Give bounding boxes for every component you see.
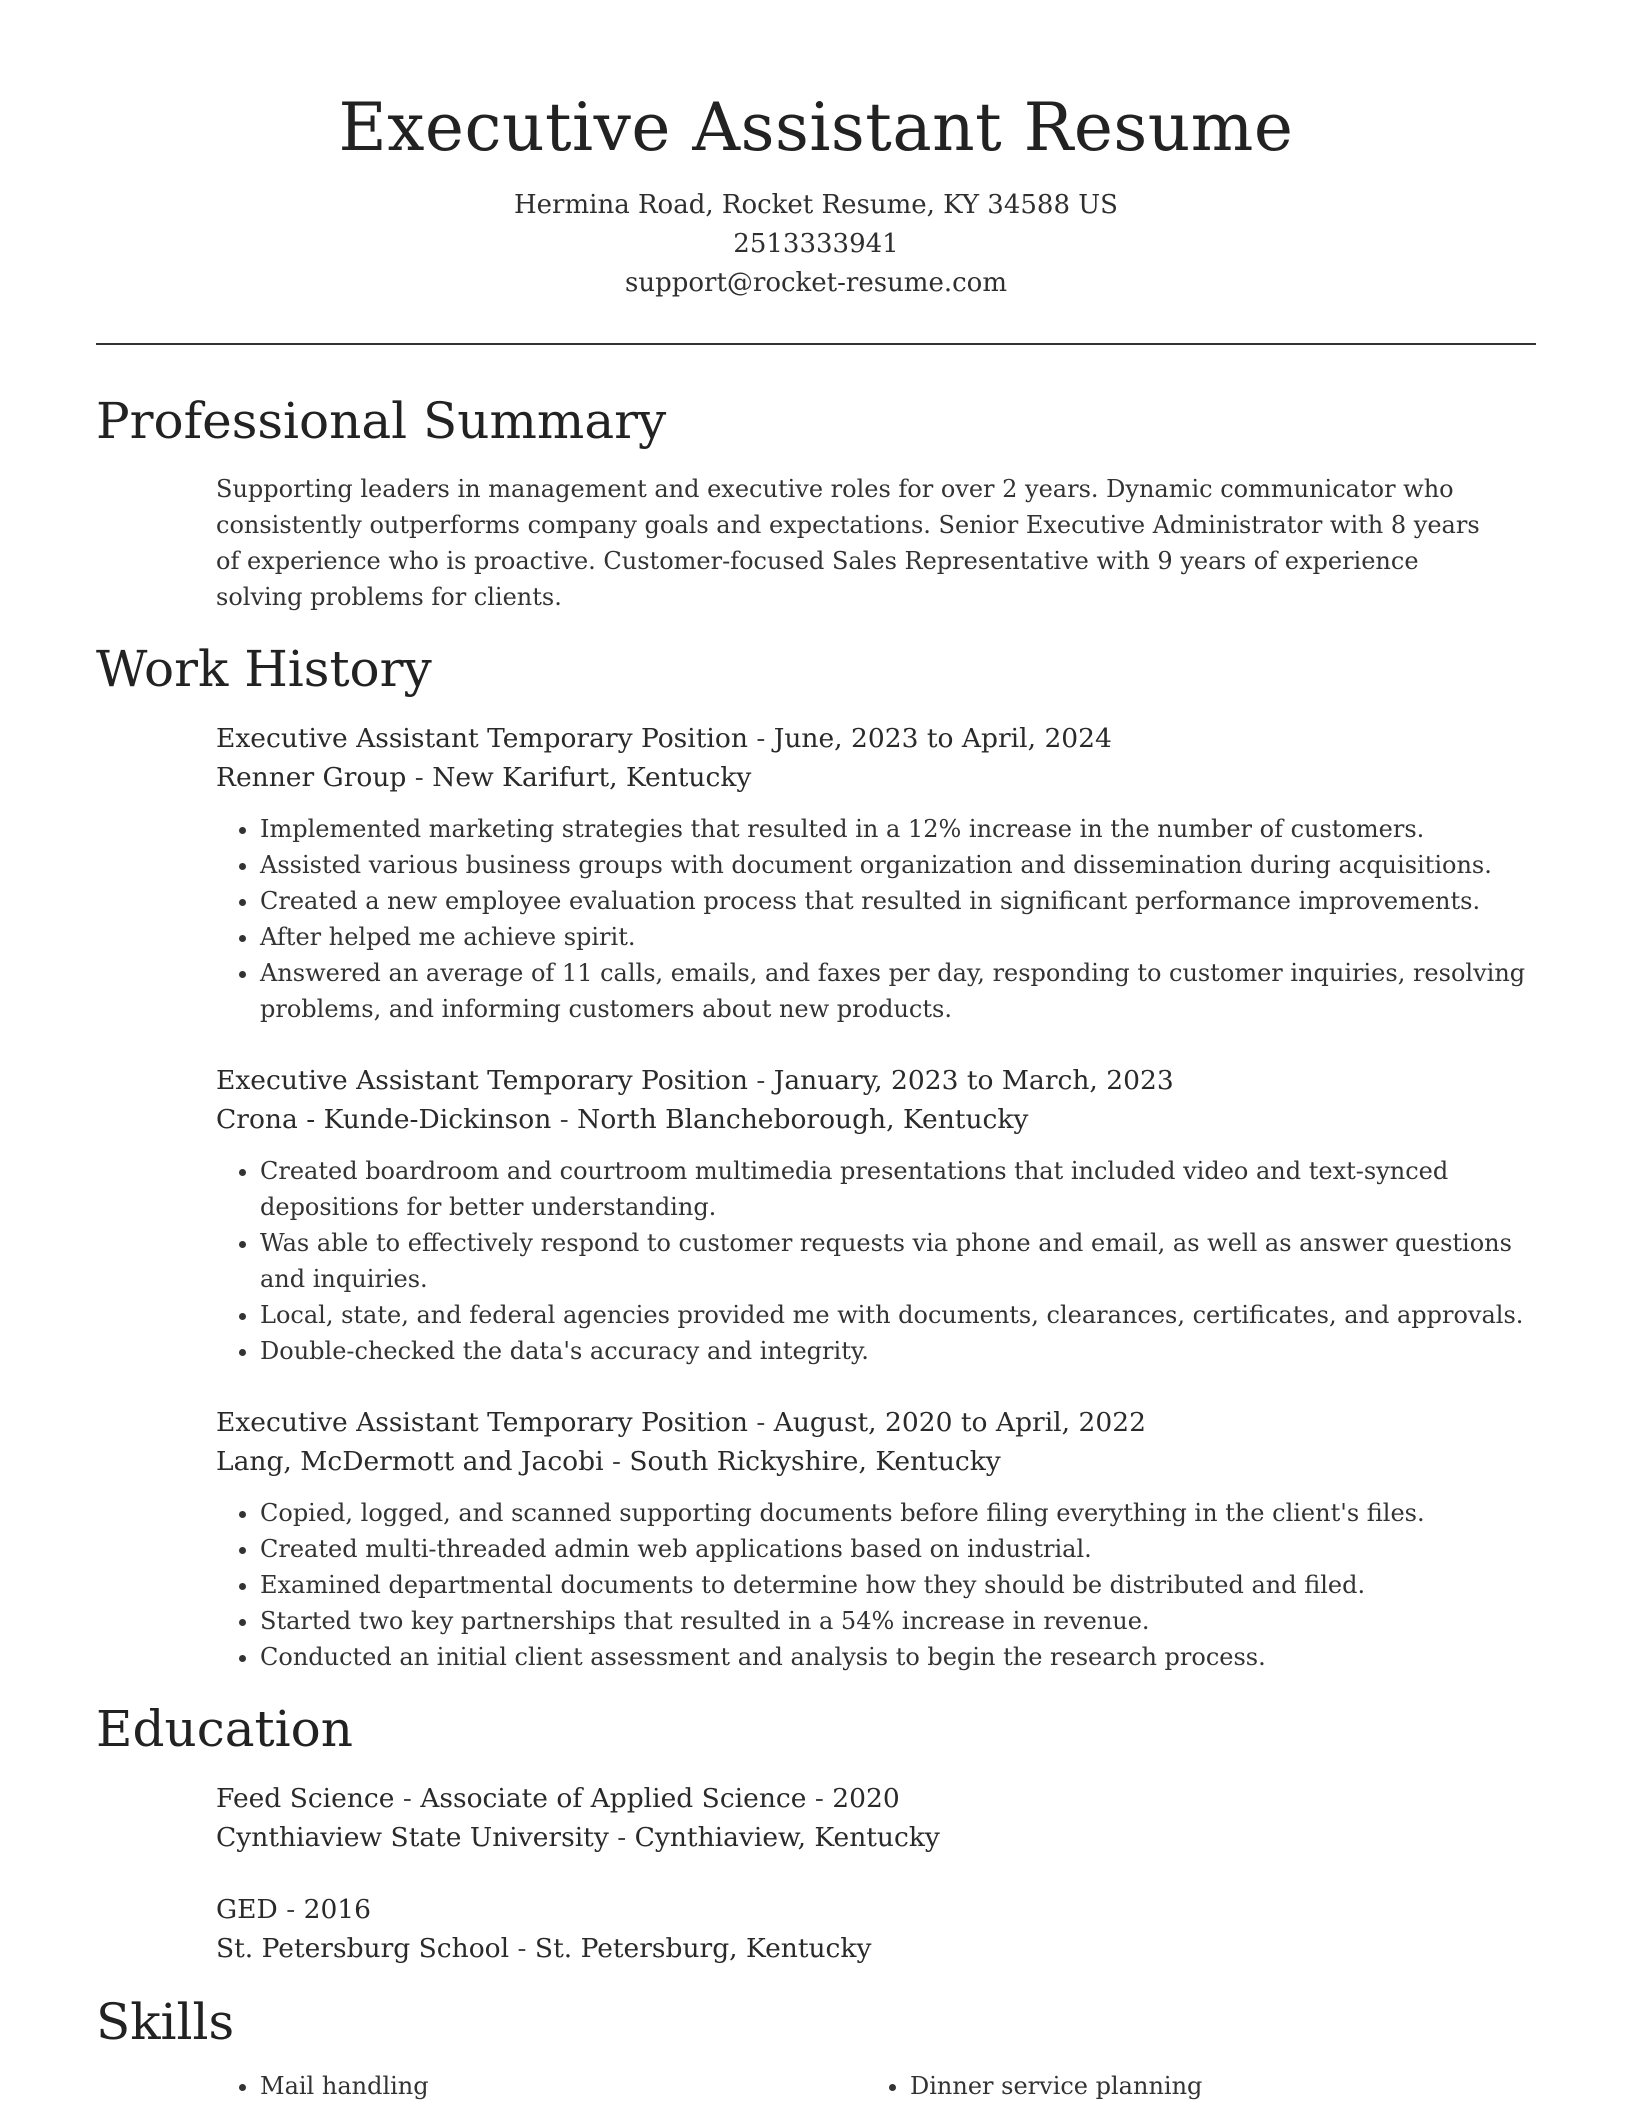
- work-history-heading: Work History: [96, 640, 432, 698]
- list-item: • Conducted an initial client assessment and analysis to begin the research process.: [260, 1639, 1536, 1675]
- job-location: New Karifurt, Kentucky: [432, 762, 752, 793]
- separator: -: [747, 723, 774, 754]
- contact-email: support@rocket-resume.com: [624, 268, 1007, 298]
- education-heading: Education: [96, 1700, 353, 1758]
- contact-address: Hermina Road, Rocket Resume, KY 34588 US: [514, 190, 1118, 220]
- job-company: Renner Group: [216, 762, 407, 793]
- list-item: • After helped me achieve spirit.: [260, 919, 1536, 955]
- contact-phone: 2513333941: [733, 229, 899, 259]
- job-title-line: [216, 1403, 1536, 1442]
- work-history-section: [96, 637, 1536, 1675]
- degree-line: [216, 1779, 1536, 1818]
- job-company-line: [216, 1442, 1536, 1481]
- list-item: • Started two key partnerships that resulted in a 54% increase in revenue.: [260, 1603, 1536, 1639]
- list-item: • Double-checked the data's accuracy and integrity.: [260, 1333, 1536, 1369]
- job-company: Lang, McDermott and Jacobi: [216, 1446, 604, 1477]
- separator: -: [747, 1065, 774, 1096]
- summary-text: Supporting leaders in management and executive roles for over 2 years. Dynamic communicator who consistently outperforms company goals and expectations. Senior Executive Administrator with 8 years of experience who is proactive. Customer-focused Sales Representative with 9 years of experience solving problems for clients.: [216, 475, 1480, 611]
- job-dates: June, 2023 to April, 2024: [773, 723, 1112, 754]
- separator: -: [406, 762, 433, 793]
- degree-year: 2020: [832, 1783, 900, 1814]
- school-location: St. Petersburg, Kentucky: [534, 1933, 872, 1964]
- summary-heading: Professional Summary: [96, 392, 667, 450]
- separator: -: [509, 1933, 535, 1964]
- degree-name: GED: [216, 1894, 278, 1925]
- school-line: [216, 1818, 1536, 1857]
- job-title-line: [216, 1061, 1536, 1100]
- list-item: • Copied, logged, and scanned supporting documents before filing everything in the client's files.: [260, 1495, 1536, 1531]
- education-entry: [216, 1890, 1536, 1968]
- job-location: South Rickyshire, Kentucky: [629, 1446, 1001, 1477]
- contact-block: [96, 186, 1536, 303]
- degree-name: Associate of Applied Science: [420, 1783, 807, 1814]
- list-item: • Created multi-threaded admin web applications based on industrial.: [260, 1531, 1536, 1567]
- job-entry: [216, 1403, 1536, 1675]
- list-item: • Created boardroom and courtroom multimedia presentations that included video and text-synced depositions for better understanding.: [260, 1153, 1536, 1225]
- job-title-line: [216, 719, 1536, 758]
- education-entry: [216, 1779, 1536, 1857]
- skills-section: [96, 1990, 1536, 2104]
- job-entry: [216, 1061, 1536, 1369]
- school-name: St. Petersburg School: [216, 1933, 510, 1964]
- job-location: North Blancheborough, Kentucky: [577, 1104, 1029, 1135]
- list-item: • Was able to effectively respond to customer requests via phone and email, as well as answer questions and inquiries.: [260, 1225, 1536, 1297]
- job-dates: August, 2020 to April, 2022: [773, 1407, 1146, 1438]
- job-title: Executive Assistant Temporary Position: [216, 1065, 748, 1096]
- skill-item: • Mail handling: [260, 2068, 866, 2104]
- resume-header: [96, 0, 1536, 303]
- separator: -: [394, 1783, 421, 1814]
- job-bullets: [216, 1153, 1536, 1369]
- skills-list-left: [216, 2068, 866, 2104]
- skills-heading: Skills: [96, 1993, 235, 2051]
- skill-item: • Dinner service planning: [910, 2068, 1466, 2104]
- job-company: Crona - Kunde-Dickinson: [216, 1104, 552, 1135]
- separator: -: [277, 1894, 304, 1925]
- school-line: [216, 1929, 1536, 1968]
- separator: -: [806, 1783, 833, 1814]
- separator: -: [747, 1407, 774, 1438]
- skills-grid: [216, 2068, 1536, 2104]
- separator: -: [603, 1446, 630, 1477]
- list-item: • Created a new employee evaluation process that resulted in significant performance improvements.: [260, 883, 1536, 919]
- separator: -: [608, 1822, 635, 1853]
- school-name: Cynthiaview State University: [216, 1822, 609, 1853]
- job-title: Executive Assistant Temporary Position: [216, 1407, 748, 1438]
- list-item: • Examined departmental documents to determine how they should be distributed and filed.: [260, 1567, 1536, 1603]
- skills-list-right: [866, 2068, 1466, 2104]
- header-divider: [96, 343, 1536, 345]
- list-item: • Implemented marketing strategies that resulted in a 12% increase in the number of customers.: [260, 811, 1536, 847]
- job-entry: [216, 719, 1536, 1027]
- degree-year: 2016: [303, 1894, 372, 1925]
- school-location: Cynthiaview, Kentucky: [634, 1822, 940, 1853]
- job-bullets: [216, 1495, 1536, 1675]
- job-bullets: [216, 811, 1536, 1027]
- job-title: Executive Assistant Temporary Position: [216, 723, 748, 754]
- degree-field: Feed Science: [216, 1783, 395, 1814]
- degree-line: [216, 1890, 1536, 1929]
- job-company-line: [216, 758, 1536, 797]
- separator: -: [551, 1104, 578, 1135]
- summary-section: [96, 389, 1536, 615]
- education-section: [96, 1697, 1536, 1968]
- job-company-line: [216, 1100, 1536, 1139]
- list-item: • Local, state, and federal agencies provided me with documents, clearances, certificates, and approvals.: [260, 1297, 1536, 1333]
- job-dates: January, 2023 to March, 2023: [773, 1065, 1174, 1096]
- resume-title: Executive Assistant Resume: [338, 89, 1294, 166]
- list-item: • Assisted various business groups with document organization and dissemination during acquisitions.: [260, 847, 1536, 883]
- list-item: • Answered an average of 11 calls, emails, and faxes per day, responding to customer inquiries, resolving problems, and informing customers about new products.: [260, 955, 1536, 1027]
